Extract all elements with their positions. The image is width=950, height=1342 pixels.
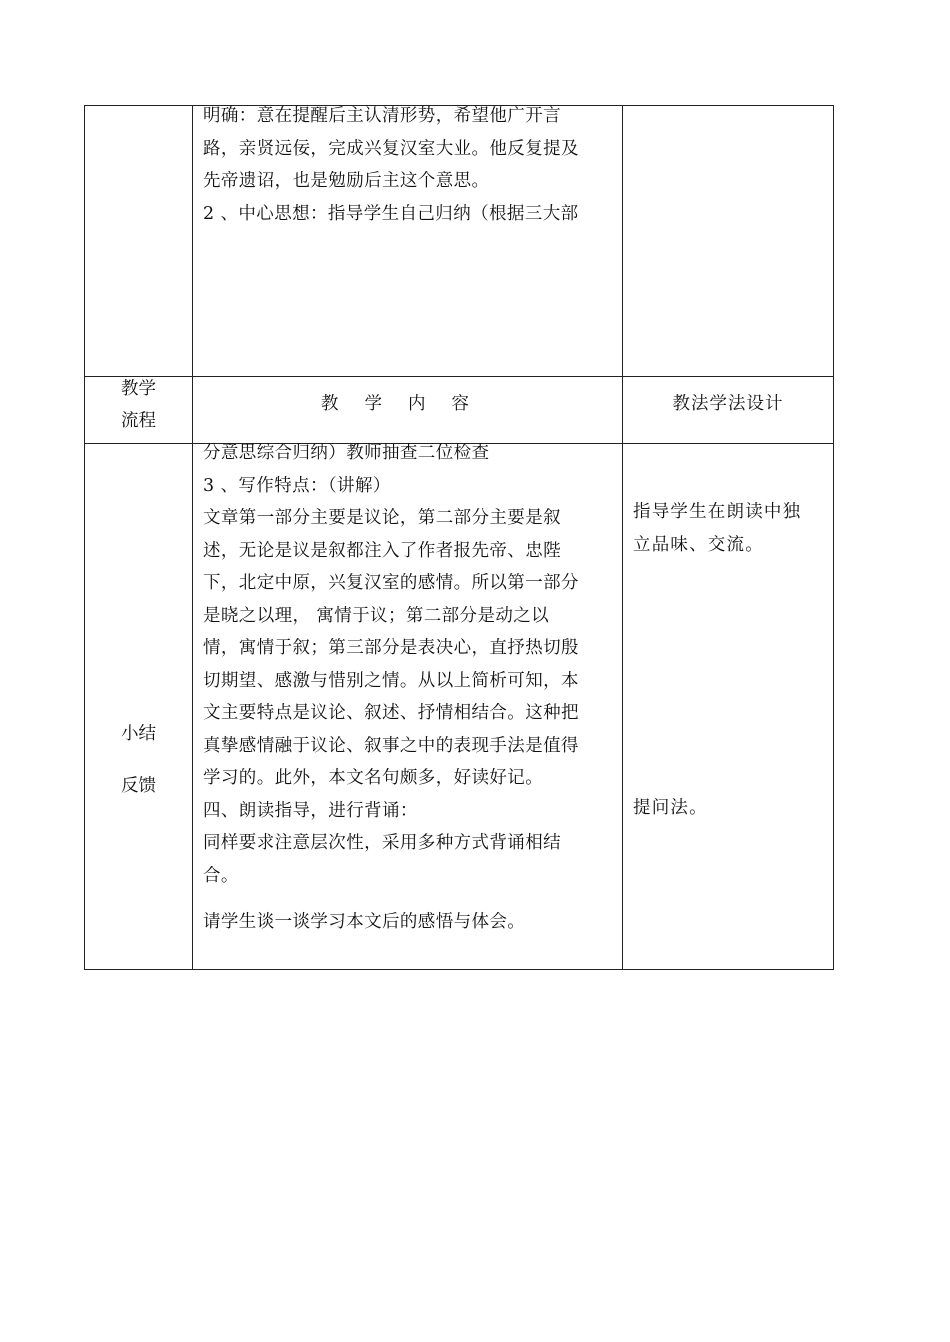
- stage-label-line-1: 小结: [121, 724, 156, 744]
- summary-content-cell: [203, 437, 621, 939]
- header-row-top-border: [84, 376, 834, 377]
- method-note-1: [633, 496, 831, 561]
- column-divider-1: [192, 105, 193, 970]
- content-line: 2 、中心思想：指导学生自己归纳（根据三大部: [203, 203, 579, 224]
- content-line: 情，寓情于叙；第三部分是表决心，直抒热切殷: [203, 638, 579, 658]
- content-line: 文章第一部分主要是议论，第二部分主要是叙: [203, 508, 561, 528]
- method-note-line: 提问法。: [633, 798, 708, 818]
- content-header-label: 教学内容: [321, 394, 495, 414]
- table-bottom-border: [84, 969, 834, 970]
- method-note-2: [633, 792, 831, 825]
- content-line: 文主要特点是议论、叙述、抒情相结合。这种把: [203, 703, 579, 723]
- table-left-border: [84, 105, 85, 970]
- method-note-line: 指导学生在朗读中独: [633, 502, 802, 522]
- content-line: 先帝遗诏，也是勉励后主这个意思。: [203, 171, 490, 191]
- content-line: 同样要求注意层次性，采用多种方式背诵相结: [203, 833, 561, 853]
- top-content-cell: [203, 100, 621, 230]
- flow-header-cell: [85, 373, 192, 437]
- content-line: 切期望、感激与惜别之情。从以上简析可知，本: [203, 670, 579, 691]
- stage-label-line-2: 反馈: [121, 776, 156, 796]
- content-line: 路，亲贤远佞，完成兴复汉室大业。他反复提及: [203, 138, 579, 159]
- content-line: 真挚感情融于议论、叙事之中的表现手法是值得: [203, 735, 579, 756]
- content-line: 学习的。此外，本文名句颇多，好读好记。: [203, 768, 544, 788]
- content-header-cell: [218, 392, 598, 416]
- method-header-label: 教法学法设计: [672, 394, 784, 414]
- table-right-border: [833, 105, 834, 970]
- content-line: 分意思综合归纳）教师抽查二位检查: [203, 443, 490, 463]
- flow-label-line-1: 教学: [121, 379, 156, 399]
- closing-line: 请学生谈一谈学习本文后的感悟与体会。: [203, 912, 526, 932]
- content-line: 述，无论是议是叙都注入了作者报先帝、忠陛: [203, 540, 561, 561]
- method-header-cell: [623, 392, 833, 416]
- method-note-line: 立品味、交流。: [633, 534, 764, 555]
- content-line: 合。: [203, 865, 239, 886]
- content-line: 是晓之以理， 寓情于议；第二部分是动之以: [203, 605, 550, 626]
- stage-label-cell: [85, 708, 192, 812]
- content-line: 明确：意在提醒后主认清形势，希望他广开言: [203, 106, 561, 126]
- column-divider-2: [622, 105, 623, 970]
- content-line: 四、朗读指导，进行背诵：: [203, 800, 418, 821]
- content-line: 下，北定中原，兴复汉室的感情。所以第一部分: [203, 573, 579, 593]
- flow-label-line-2: 流程: [121, 411, 156, 431]
- content-line: 3 、写作特点：（讲解）: [203, 475, 391, 496]
